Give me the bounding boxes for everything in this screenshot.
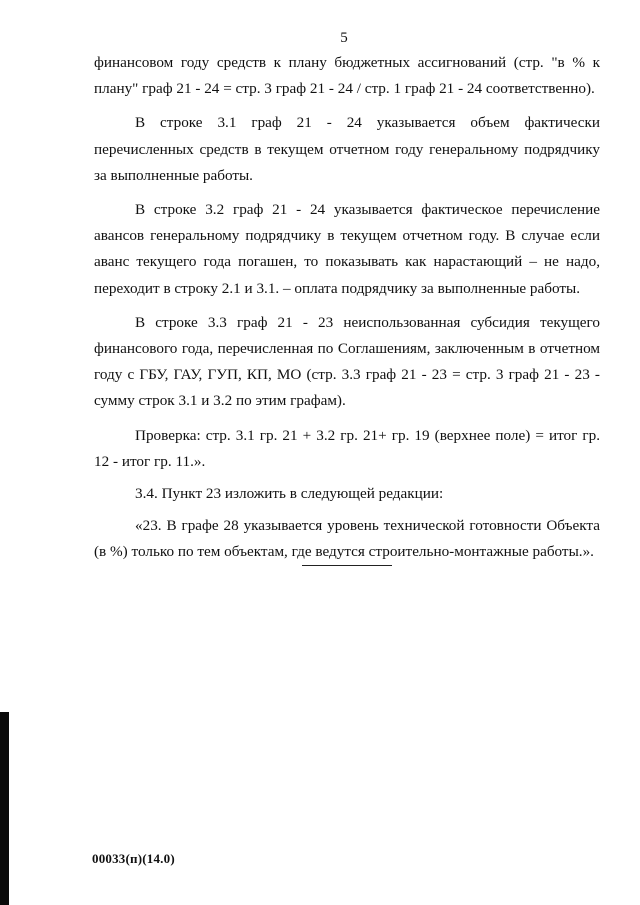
end-of-text-rule	[302, 565, 392, 566]
paragraph-item-23: «23. В графе 28 указывается уровень технической готовности Объекта (в %) только по тем объектам, где ведутся строительно-монтажные работы.».	[94, 517, 600, 561]
page-number: 5	[340, 30, 348, 46]
paragraph-line-3-2: В строке 3.2 граф 21 - 24 указывается фактическое перечисление авансов генеральному подрядчику в текущем отчетном году. В случае если аванс текущего года погашен, то показывать как нарастающий – не надо, переходит в строку 2.1 и 3.1. – оплата подрядчику за выполненные работы.	[94, 201, 600, 297]
document-body	[94, 50, 600, 566]
paragraph-line-3-1: В строке 3.1 граф 21 - 24 указывается объем фактически перечисленных средств в текущем отчетном году генеральному подрядчику за выполненные работы.	[94, 114, 600, 184]
scan-edge-shadow	[0, 712, 9, 905]
paragraph-line-3-3: В строке 3.3 граф 21 - 23 неиспользованная субсидия текущего финансового года, перечисленная по Соглашениям, заключенным в отчетном году с ГБУ, ГАУ, ГУП, КП, МО (стр. 3.3 граф 21 - 23 = стр. 3 граф 21 - 23 - сумму строк 3.1 и 3.2 по этим графам).	[94, 313, 600, 410]
paragraph-continuation: финансовом году средств к плану бюджетных ассигнований (стр. "в % к плану" граф 21 - 24 = стр. 3 граф 21 - 24 / стр. 1 граф 21 - 24 соответственно).	[94, 54, 600, 98]
paragraph-check: Проверка: стр. 3.1 гр. 21 + 3.2 гр. 21+ гр. 19 (верхнее поле) = итог гр. 12 - итог гр. 11.».	[94, 426, 600, 470]
document-code: 00033(п)(14.0)	[92, 851, 175, 866]
paragraph-item-3-4: 3.4. Пункт 23 изложить в следующей редакции:	[135, 485, 444, 503]
